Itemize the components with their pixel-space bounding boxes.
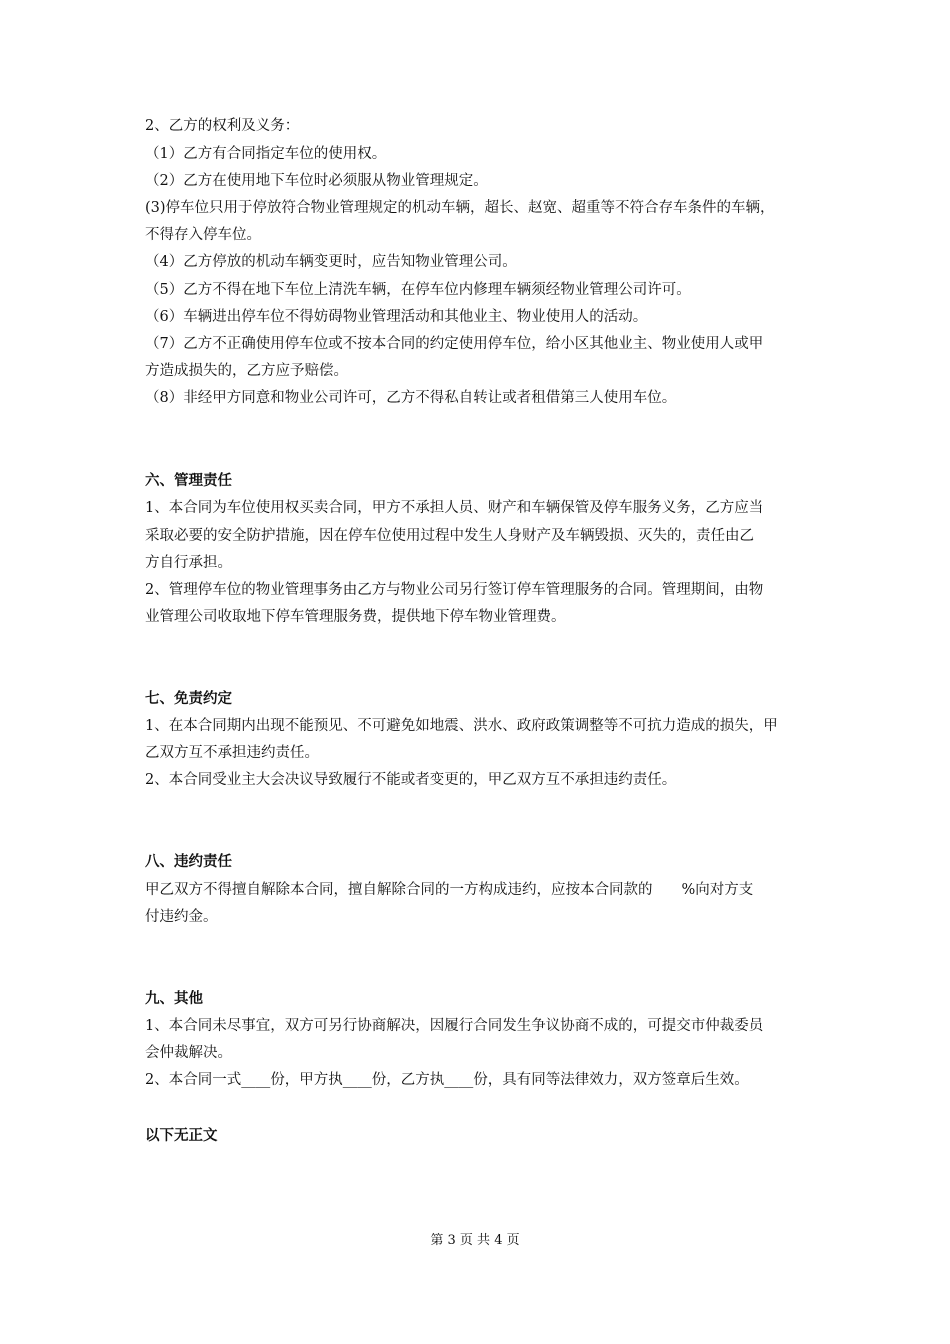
- paragraph-line: （7）乙方不正确使用停车位或不按本合同的约定使用停车位，给小区其他业主、物业使用人或甲: [145, 336, 764, 352]
- paragraph-line: 付违约金。: [145, 909, 218, 925]
- paragraph-line: 1、本合同未尽事宜，双方可另行协商解决，因履行合同发生争议协商不成的，可提交市仲裁委员: [145, 1018, 764, 1034]
- paragraph-line: 甲乙双方不得擅自解除本合同，擅自解除合同的一方构成违约，应按本合同款的 %向对方支: [145, 882, 754, 898]
- paragraph-line: 1、本合同为车位使用权买卖合同，甲方不承担人员、财产和车辆保管及停车服务义务，乙方应当: [145, 500, 764, 516]
- paragraph-line: （8）非经甲方同意和物业公司许可，乙方不得私自转让或者租借第三人使用车位。: [145, 390, 677, 406]
- paragraph-line: （4）乙方停放的机动车辆变更时，应告知物业管理公司。: [145, 254, 517, 270]
- paragraph-line: 会仲裁解决。: [145, 1045, 232, 1061]
- section-heading: 九、其他: [145, 991, 203, 1007]
- paragraph-line: 业管理公司收取地下停车管理服务费，提供地下停车物业管理费。: [145, 609, 566, 625]
- paragraph-line: 方造成损失的，乙方应予赔偿。: [145, 363, 348, 379]
- paragraph-line: 2、乙方的权利及义务：: [145, 118, 300, 134]
- paragraph-line: 2、本合同受业主大会决议导致履行不能或者变更的，甲乙双方互不承担违约责任。: [145, 772, 677, 788]
- paragraph-line: （6）车辆进出停车位不得妨碍物业管理活动和其他业主、物业使用人的活动。: [145, 309, 648, 325]
- paragraph-line: 乙双方互不承担违约责任。: [145, 745, 319, 761]
- section-heading: 七、免责约定: [145, 691, 232, 707]
- paragraph-line: （5）乙方不得在地下车位上清洗车辆，在停车位内修理车辆须经物业管理公司许可。: [145, 282, 691, 298]
- page-number-footer: 第 3 页 共 4 页: [430, 1233, 520, 1248]
- end-note: 以下无正文: [145, 1128, 218, 1144]
- section-heading: 八、违约责任: [145, 854, 232, 870]
- paragraph-line: （1）乙方有合同指定车位的使用权。: [145, 146, 387, 162]
- paragraph-line: 2、本合同一式____份，甲方执____份，乙方执____份，具有同等法律效力，双方签章后生效。: [145, 1072, 749, 1088]
- paragraph-line: （2）乙方在使用地下车位时必须服从物业管理规定。: [145, 173, 488, 189]
- paragraph-line: 不得存入停车位。: [145, 227, 261, 243]
- paragraph-line: (3)停车位只用于停放符合物业管理规定的机动车辆，超长、赵宽、超重等不符合存车条件的车辆，: [145, 200, 775, 216]
- paragraph-line: 2、管理停车位的物业管理事务由乙方与物业公司另行签订停车管理服务的合同。管理期间，由物: [145, 582, 764, 598]
- paragraph-line: 1、在本合同期内出现不能预见、不可避免如地震、洪水、政府政策调整等不可抗力造成的损失，甲: [145, 718, 778, 734]
- paragraph-line: 方自行承担。: [145, 555, 232, 571]
- section-heading: 六、管理责任: [145, 473, 232, 489]
- paragraph-line: 采取必要的安全防护措施，因在停车位使用过程中发生人身财产及车辆毁损、灭失的，责任由乙: [145, 528, 754, 544]
